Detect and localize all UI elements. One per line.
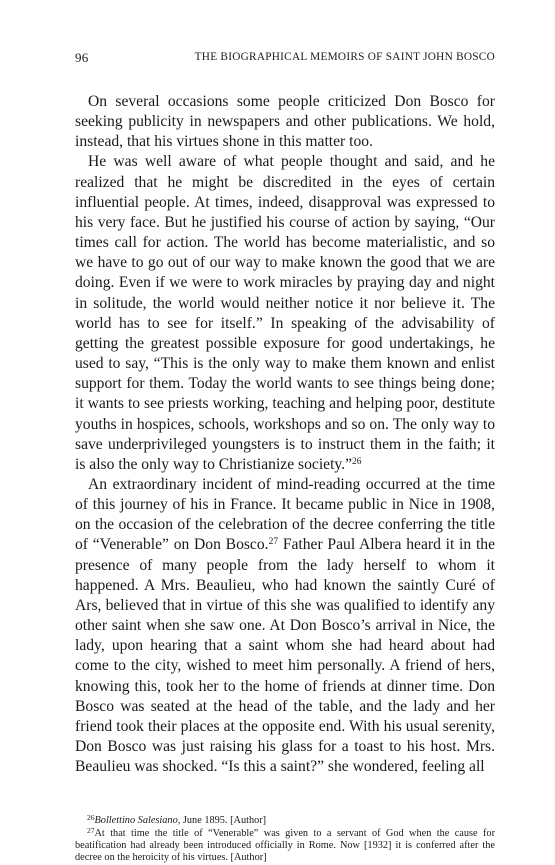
footnote-reference-27: 27	[268, 537, 279, 548]
footnote-text: June 1895. [Author]	[180, 815, 267, 827]
paragraph-text: An extraordinary incident of mind-reading occurred at the time of this journey of his in France. It became public in Nice in 1908, on the occasion of the celebration of the decree conferring the title of “Venerable” on Don Bosco.	[75, 475, 495, 554]
page-number: 96	[75, 50, 89, 65]
footnote-number: 26	[87, 813, 95, 823]
paragraph	[75, 475, 495, 777]
body-text	[75, 92, 495, 777]
paragraph-text: He was well aware of what people thought and said, and he realized that he might be discredited in the eyes of certain influential people. At times, indeed, disapproval was expressed to his very face. But he justified his course of action by saying, “Our times call for action. The world has become materialistic, and so we have to go out of our way to make known the good that we are doing. Even if we were to work miracles by praying day and night in solitude, the world would neither notice it nor believe it. The world has to see for itself.” In speaking of the advisability of getting the greatest possible exposure for good undertakings, he used to say, “This is the only way to make them known and enlist support for them. Today the world wants to see things being done; it wants to see priests working, teaching and helping poor, destitute youths in hospices, schools, workshops and so on. The only way to save underprivileged youngsters is to instruct them in the faith; it is also the only way to Christianize society.”	[75, 153, 495, 473]
paragraph-text: On several occasions some people criticized Don Bosco for seeking publicity in newspapers and other publications. We hold, instead, that his virtues shone in this matter too.	[75, 93, 495, 151]
footnotes	[75, 815, 495, 864]
running-header	[75, 50, 495, 70]
paragraph	[75, 92, 495, 152]
book-page	[75, 50, 495, 865]
footnote-text: At that time the title of “Venerable” was given to a servant of God when the cause for beatification had already been introduced officially in Rome. Now [1932] it is conferred after the decree on the heroicity of his virtues. [Author]	[75, 827, 495, 864]
paragraph-text-continued: Father Paul Albera heard it in the presence of many people from the lady herself to whom it happened. A Mrs. Beaulieu, who had known the saintly Curé of Ars, believed that in virtue of this she was qualified to identify any other saint when she saw one. At Don Bosco’s arrival in Nice, the lady, upon hearing that a saint whom she had heard about had come to the city, wished to meet him personally. A friend of hers, knowing this, took her to the home of friends at dinner time. Don Bosco was seated at the head of the table, and the lady and her friend took their places at the opposite end. With his usual serenity, Don Bosco was just raising his glass for a toast to his host. Mrs. Beaulieu was shocked. “Is this a saint?” she wondered, feeling all	[75, 536, 495, 776]
footnote-27	[75, 825, 495, 865]
running-title: THE BIOGRAPHICAL MEMOIRS OF SAINT JOHN BOSCO	[194, 51, 495, 63]
footnote-26	[75, 815, 495, 827]
paragraph	[75, 152, 495, 475]
footnote-number: 27	[87, 825, 95, 835]
footnote-reference-26: 26	[352, 456, 362, 467]
footnote-source-title: Bollettino Salesiano,	[94, 815, 181, 827]
